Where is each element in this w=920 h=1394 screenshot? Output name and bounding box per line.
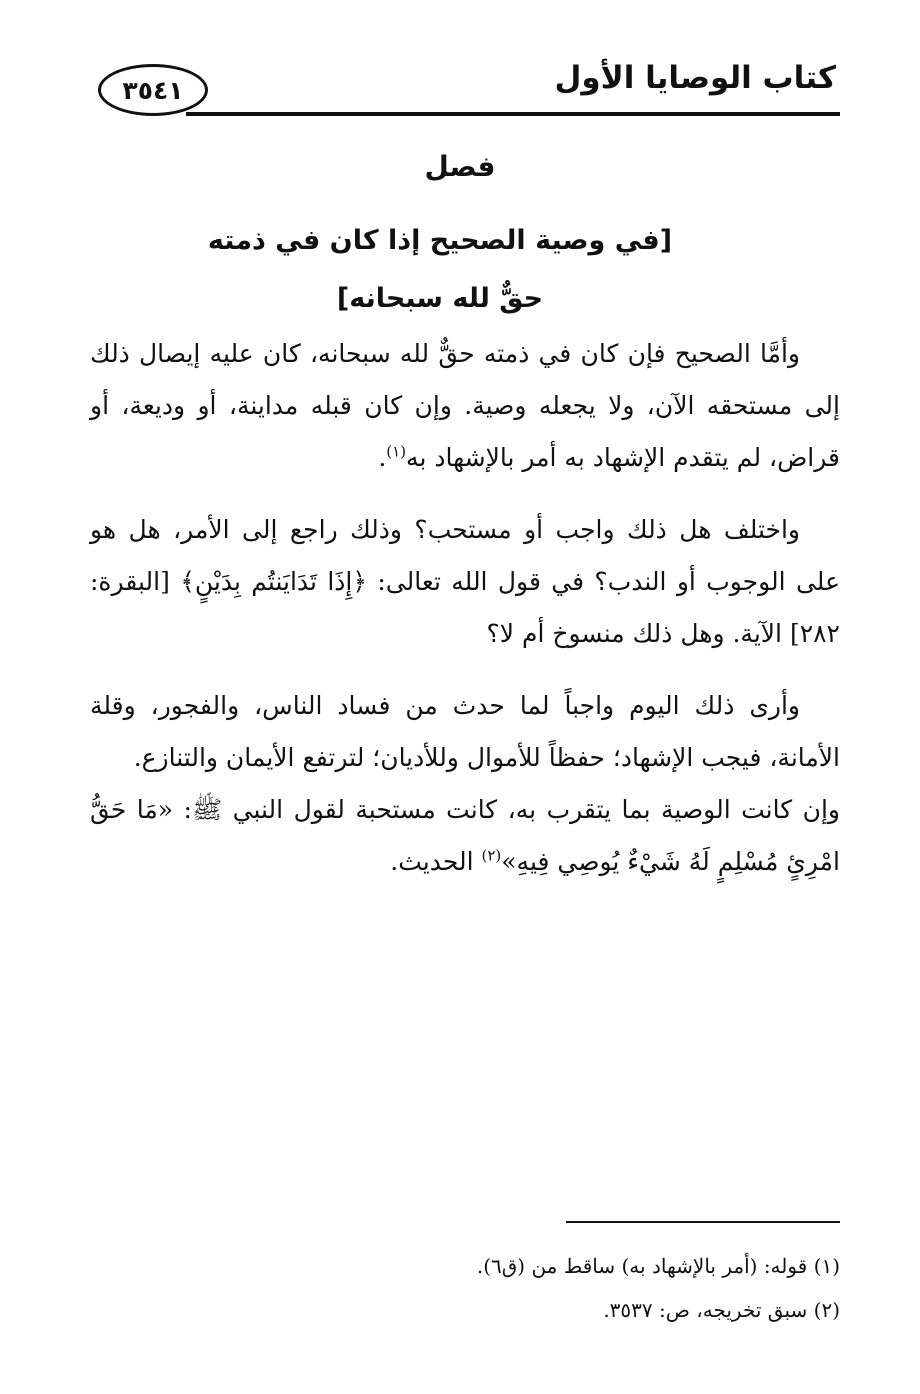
chapter-title (0, 212, 880, 328)
paragraph-text: وإن كانت الوصية بما يتقرب به، كانت مستحبة لقول النبي ﷺ: «مَا حَقُّ امْرِئٍ مُسْلِمٍ لَهُ شَيْءٌ يُوصِي فِيهِ» (90, 795, 840, 876)
paragraph-2 (90, 504, 840, 660)
paragraph-text: واختلف هل ذلك واجب أو مستحب؟ وذلك راجع إلى الأمر، هل هو على الوجوب أو الندب؟ في قول الله تعالى: ﴿إِذَا تَدَايَنتُم بِدَيْنٍ﴾ [البقرة: ٢٨٢] الآية. وهل ذلك منسوخ أم لا؟ (90, 515, 840, 648)
book-title: كتاب الوصايا الأول (554, 60, 836, 96)
footnote-separator (566, 1221, 840, 1223)
body-text (90, 328, 840, 908)
paragraph-3 (90, 680, 840, 784)
footnote-1: (١) قوله: (أمر بالإشهاد به) ساقط من (ق٦). (476, 1254, 840, 1278)
paragraph-text: وأمَّا الصحيح فإن كان في ذمته حقٌّ لله سبحانه، كان عليه إيصال ذلك إلى مستحقه الآن، ولا يجعله وصية. وإن كان قبله مداينة، أو وديعة، أو قراض، لم يتقدم الإشهاد به أمر بالإشهاد به (90, 339, 840, 472)
page-header (90, 58, 840, 124)
footnote-2: (٢) سبق تخريجه، ص: ٣٥٣٧. (603, 1298, 840, 1322)
paragraph-tail: الحديث. (390, 847, 482, 876)
footnote-ref[interactable]: (١) (386, 442, 407, 461)
paragraph-4 (90, 784, 840, 888)
paragraph-text: وأرى ذلك اليوم واجباً لما حدث من فساد الناس، والفجور، وقلة الأمانة، فيجب الإشهاد؛ حفظاً للأموال وللأديان؛ لترتفع الأيمان والتنازع. (90, 691, 840, 772)
footnotes (90, 1244, 840, 1332)
section-title: فصل (424, 150, 496, 183)
chapter-title-line-2: حقٌّ لله سبحانه] (336, 283, 544, 314)
paragraph-tail: . (378, 443, 387, 472)
header-rule (186, 112, 840, 116)
page-number-badge: ٣٥٤١ (98, 64, 208, 116)
paragraph-1 (90, 328, 840, 484)
footnote-ref[interactable]: (٢) (481, 846, 502, 865)
chapter-title-line-1: [في وصية الصحيح إذا كان في ذمته (207, 225, 673, 256)
